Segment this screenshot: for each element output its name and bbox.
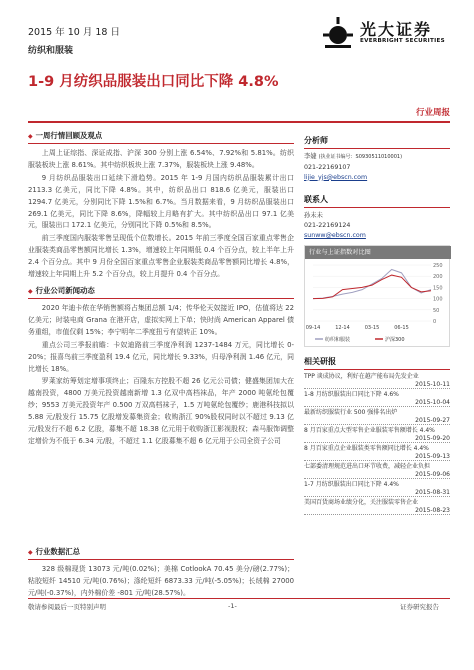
related-title: 1-7 月纺织服装出口同比下降 4.4% bbox=[304, 481, 399, 488]
paragraph: 上周上证综指、深证成指、沪深 300 分别上涨 6.54%、7.92%和 5.81%。纺织服装板块上涨 8.61%。其中纺织板块上涨 7.37%，服装板块上涨 9.48%。 bbox=[28, 149, 294, 169]
section-divider bbox=[28, 298, 294, 299]
paragraph: 9 月纺织品服装出口延续下滑趋势。2015 年 1-9 月国内纺织品服装累计出口 2113.3 亿美元，同比下降 4.8%。其中，纺织品出口 818.6 亿美元，服装出口 1294.7 亿美元，分别同比下降 1.5%和 6.7%。当月数据来看，9 月纺织品服装出口 269.1 亿美元，同比下降 8.6%，降幅较上月略有扩大。其中纺织品出口 97.1 亿美元，服装出口 172.1 亿美元，分别同比下降 0.5%和 8.5%。 bbox=[28, 173, 294, 230]
section-news bbox=[28, 285, 294, 448]
paragraph: 328 级棉现货 13073 元/吨(0.02%)；美棉 CotlookA 70.45 美分/磅(2.77%)；粘胶短纤 14510 元/吨(0.76%)；涤纶短纤 6873.33 元/吨(-5.05%)；长绒棉 27000 元/吨(-0.37%)，内外棉价差 -801 元/吨(28.57%)。 bbox=[28, 565, 294, 597]
analyst-phone: 021-22169107 bbox=[304, 163, 351, 171]
series-line bbox=[313, 269, 431, 298]
contact-info bbox=[304, 211, 450, 240]
related-item[interactable] bbox=[304, 426, 450, 443]
report-date: 2015 年 10 月 18 日 bbox=[28, 27, 120, 38]
related-separator bbox=[304, 424, 450, 425]
section-body bbox=[28, 303, 294, 448]
paragraph: 重点公司三季报前瞻：卡奴迪路前三季度净利润 1237-1484 万元，同比增长 0-20%；报喜鸟前三季度盈利 19.4 亿元，同比增长 9.33%，归母净利润 1.46 亿元，同比增长 18%。 bbox=[28, 340, 294, 373]
related-date: 2015-09-06 bbox=[415, 471, 450, 478]
chart-plot bbox=[305, 259, 449, 347]
related-title: TPP 谈成协议，利好在越产能布局先发企业 bbox=[304, 373, 419, 380]
related-date: 2015-09-20 bbox=[415, 435, 450, 442]
y-tick-label: 200 bbox=[433, 274, 443, 281]
logo-en-text: EVERBRIGHT SECURITIES bbox=[360, 38, 445, 44]
triangle-icon: ◆ bbox=[28, 133, 33, 140]
related-item[interactable] bbox=[304, 462, 450, 479]
footer-divider bbox=[28, 598, 450, 599]
y-tick-label: 150 bbox=[433, 285, 443, 292]
section-heading: ◆ 行业公司新闻动态 bbox=[28, 285, 95, 295]
x-tick-label: 06-15 bbox=[394, 325, 409, 331]
comparison-chart bbox=[304, 245, 450, 347]
related-separator bbox=[304, 478, 450, 479]
paragraph: 前三季度国内服装零售呈现低个位数增长。2015 年前三季度全国百家重点零售企业服装类商品零售额同比增长 1.3%，增速较上年同期低 0.4 个百分点，较上半年上升 2.4 个百分点。其中 9 月份全国百家重点零售企业服装类商品零售额同比增长 4.8%，增速较上年同期上升 5.2 个百分点，较上月提升 0.4 个百分点。 bbox=[28, 234, 294, 279]
section-divider bbox=[28, 143, 294, 144]
analyst-email-link[interactable]: lijie_yjs@ebscn.com bbox=[304, 173, 368, 181]
contact-email-link[interactable]: sunww@ebscn.com bbox=[304, 231, 366, 239]
paragraph: 2020 年迪卡侬在华销售额将占集团总额 1/4；传华伦天奴接近 IPO，估值将达 22 亿美元；时装电商 Grana 在港开店，虚拟实网上下单；快时尚 American Apparel 债务重组，市值仅剩 15%；李宁明年二季度扭亏有望转正 10%。 bbox=[28, 303, 294, 336]
sidebar-divider bbox=[304, 148, 450, 149]
analyst-name: 李婕 bbox=[304, 153, 317, 160]
related-date: 2015-10-04 bbox=[415, 399, 450, 406]
analyst-info bbox=[304, 152, 450, 182]
brand-logo bbox=[320, 15, 460, 51]
related-date: 2015-08-31 bbox=[415, 489, 450, 496]
related-item[interactable] bbox=[304, 390, 450, 407]
related-item[interactable] bbox=[304, 480, 450, 497]
related-title: 七部委清理规范进出口环节收费，减轻企业负担 bbox=[304, 463, 431, 470]
y-tick-label: 250 bbox=[433, 263, 443, 269]
analyst-cert: (执业证书编号：S0930511010001) bbox=[318, 154, 403, 160]
report-type: 行业周报 bbox=[415, 108, 450, 118]
analyst-heading: 分析师 bbox=[304, 136, 328, 145]
sidebar-divider bbox=[304, 207, 450, 208]
related-separator bbox=[304, 460, 450, 461]
related-separator bbox=[304, 514, 450, 515]
page-title: 1-9 月纺织品服装出口同比下降 4.8% bbox=[28, 74, 279, 90]
y-tick-label: 100 bbox=[433, 296, 443, 303]
section-body bbox=[28, 148, 294, 281]
y-tick-label: 0 bbox=[433, 319, 437, 325]
related-date: 2015-08-23 bbox=[415, 507, 450, 514]
section-divider bbox=[28, 559, 294, 560]
industry-label: 纺织和服装 bbox=[28, 46, 74, 56]
section-body bbox=[28, 564, 294, 600]
contact-heading: 联系人 bbox=[304, 195, 328, 205]
triangle-icon: ◆ bbox=[28, 549, 33, 556]
x-tick-label: 12-14 bbox=[335, 325, 350, 331]
series-line bbox=[313, 275, 431, 299]
related-item[interactable] bbox=[304, 498, 450, 515]
related-heading: 相关研报 bbox=[304, 357, 336, 366]
contact-name: 孙未未 bbox=[304, 212, 323, 220]
related-title: 8 月百家重点大型零售企业服装零售额增长 4.4% bbox=[304, 427, 435, 434]
related-date: 2015-09-13 bbox=[415, 453, 450, 460]
legend-label: 沪深300 bbox=[385, 337, 405, 343]
section-heading: ◆ 行业数据汇总 bbox=[28, 547, 80, 556]
related-item[interactable] bbox=[304, 444, 450, 461]
contact-phone: 021-22169124 bbox=[304, 222, 351, 230]
section-data bbox=[28, 546, 294, 601]
sidebar-divider bbox=[304, 369, 450, 370]
page-number: -1- bbox=[228, 602, 237, 610]
footer-label: 证券研究报告 bbox=[400, 603, 439, 611]
related-separator bbox=[304, 388, 450, 389]
section-weekly bbox=[28, 130, 294, 281]
x-tick-label: 09-14 bbox=[305, 325, 321, 331]
related-item[interactable] bbox=[304, 408, 450, 425]
triangle-icon: ◆ bbox=[28, 287, 33, 295]
related-separator bbox=[304, 496, 450, 497]
related-title: 8 月百家重点企业服装类零售额同比增长 4.4% bbox=[304, 445, 429, 452]
legend-label: 纺织和服装 bbox=[325, 337, 351, 343]
x-tick-label: 03-15 bbox=[364, 325, 380, 331]
related-date: 2015-10-11 bbox=[415, 381, 450, 388]
related-item[interactable] bbox=[304, 372, 450, 389]
chart-title: 行业与上证指数对比图 bbox=[305, 246, 451, 259]
paragraph: 罗莱家纺筹划定增事项终止；百隆东方控股不超 26 亿元公司债；健盛集团加大在越南投资，4800 万美元投资越南新增 1.3 亿双中高档袜品，年产 2000 吨氨纶包覆纱；9553 万美元投资年产 0.500 万双高档袜子，1.5 万吨氨纶包覆纱；鹿港科技拟以 5.88 元/股发行 15.75 亿股增发募集资金；收购浙江 90%股权同时以不超过 9.13 亿元/股发行不超 6.2 亿股，募集不超 18.38 亿元用于收购浙江影视股权；森马服饰调整定增价为不低于 6.34 元/股，不超过 1.1 亿股募集不超 6 亿元用于公司全资子公司 bbox=[28, 377, 294, 445]
related-date: 2015-09-27 bbox=[415, 417, 450, 424]
related-title: 美国百货商场业绩分化，关注服装零售企业 bbox=[304, 499, 419, 506]
title-divider bbox=[28, 121, 450, 123]
y-tick-label: 50 bbox=[433, 307, 440, 314]
section-heading: ◆ 一周行情回顾及观点 bbox=[28, 131, 103, 140]
main-column bbox=[28, 130, 294, 449]
footer-disclaimer: 敬请参阅最后一页特别声明 bbox=[28, 603, 106, 611]
related-separator bbox=[304, 442, 450, 443]
related-title: 最新纺织服装行业 500 强排名出炉 bbox=[304, 409, 398, 416]
related-list bbox=[304, 372, 450, 515]
sun-logo-icon bbox=[320, 15, 356, 51]
related-research bbox=[304, 356, 450, 516]
logo-cn-text: 光大证券 bbox=[360, 20, 433, 39]
related-title: 1-8 月纺织服装出口同比下降 4.6% bbox=[304, 391, 399, 398]
sidebar bbox=[304, 135, 450, 241]
related-separator bbox=[304, 406, 450, 407]
